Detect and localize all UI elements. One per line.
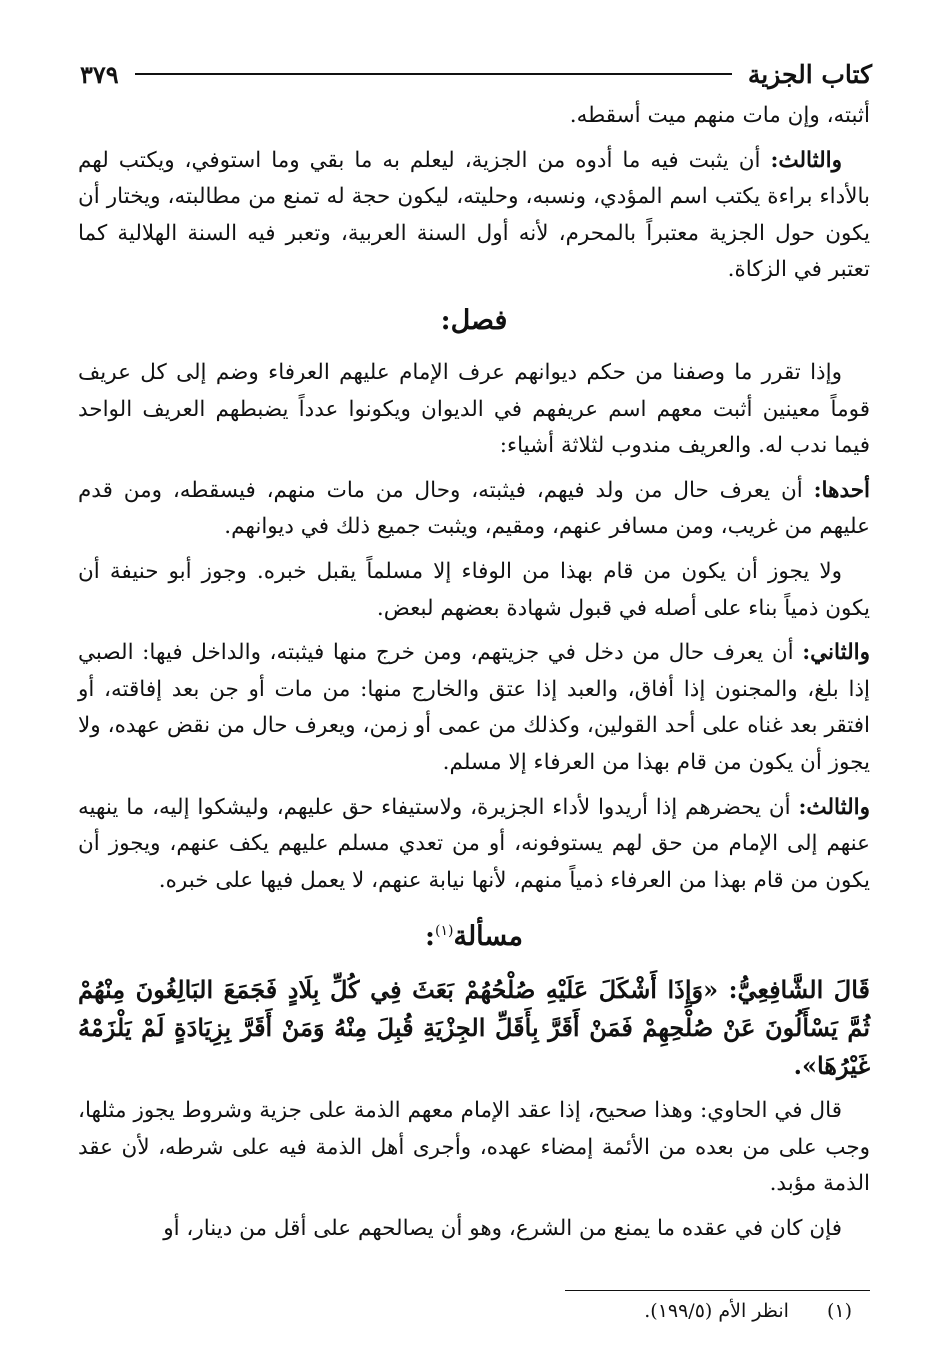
header-rule	[135, 73, 732, 75]
page-body	[78, 98, 870, 1256]
paragraph-2-lead: والثالث:	[770, 147, 842, 173]
shafii-quote: قَالَ الشَّافِعِيُّ: «وَإِذَا أَشْكَلَ عَلَيْهِ صُلْحُهُمْ بَعَثَ فِي كُلِّ بِلَادٍ فَجَمَعَ البَالِغُونَ مِنْهُمْ ثُمَّ يَسْأَلُونَ عَنْ صُلْحِهِمْ فَمَنْ أَقَرَّ بِأَقَلِّ الجِزْيَةِ قُبِلَ مِنْهُ وَمَنْ أَقَرَّ بِزِيَادَةٍ لَمْ يَلْزَمْهُ غَيْرُهَا».	[78, 975, 870, 1081]
section-heading-fasl: فصل:	[440, 304, 508, 336]
page-number: ٣٧٩	[80, 59, 119, 89]
page-header	[80, 52, 872, 96]
paragraph-8: قال في الحاوي: وهذا صحيح، إذا عقد الإمام معهم الذمة على جزية وشروط يجوز مثلها، وجب على من بعده من الأئمة إمضاء عهده، وأجرى أهل الذمة فيه على شرطه، لأن عقد الذمة مؤبد.	[78, 1098, 870, 1197]
footnote-ref: (١)	[435, 923, 454, 940]
paragraph-5: ولا يجوز أن يكون من قام بهذا من الوفاء إلا مسلماً يقبل خبره. وجوز أبو حنيفة أن يكون ذمياً بناء على أصله في قبول شهادة بعضهم لبعض.	[78, 558, 870, 621]
paragraph-4-lead: أحدها:	[813, 477, 870, 503]
paragraph-6	[78, 635, 870, 781]
masala-label: مسألة	[453, 921, 523, 953]
chapter-title: كتاب الجزية	[747, 59, 872, 89]
paragraph-2	[78, 143, 870, 289]
section-heading-masala	[78, 909, 870, 959]
paragraph-4-text: أن يعرف حال من ولد فيهم، فيثبته، وحال من مات منهم، فيسقطه، ومن قدم عليهم من غريب، ومن مسافر عنهم، ومقيم، ويثبت جميع ذلك في ديوانهم.	[78, 477, 870, 540]
paragraph-2-text: أن يثبت فيه ما أدوه من الجزية، ليعلم به ما بقي وما استوفي، ويكتب لهم بالأداء براءة يكتب اسم المؤدي، ونسبه، وحليته، ليكون حجة له تمنع من مطالبته، ويختار أن يكون حول الجزية معتبراً بالمحرم، لأنه أول السنة العربية، وتعبر فيه السنة الهلالية كما تعتبر في الزكاة.	[78, 147, 870, 283]
paragraph-9: فإن كان في عقده ما يمنع من الشرع، وهو أن يصالحهم على أقل من دينار، أو	[163, 1216, 842, 1242]
footnote-rule	[565, 1290, 870, 1291]
paragraph-1: أثبته، وإن مات منهم ميت أسقطه.	[569, 103, 870, 128]
masala-colon: :	[425, 921, 435, 953]
paragraph-6-text: أن يعرف حال من دخل في جزيتهم، ومن خرج منها فيثبته، والداخل فيها: الصبي إذا بلغ، والمجنون إذا أفاق، والعبد إذا عتق والخارج منها: من مات أو جن بعد إفاقته، أو افتقر بعد غناه على أحد القولين، وكذلك من عمى أو زمن، ويعرف حال من نقض عهده، ولا يجوز أن يكون من قام بهذا من العرفاء إلا مسلم.	[78, 640, 870, 775]
paragraph-7-text: أن يحضرهم إذا أريدوا لأداء الجزيرة، ولاستيفاء حق عليهم، وليشكوا إليه، ما ينهيه عنهم إلى الإمام من حق لهم يستوفونه، أو من تعدي مسلم عليهم يكف عنهم، ويجوز أن يكون من قام بهذا من العرفاء ذمياً منهم، لأنها نيابة عنهم، لا يعمل فيها على خبره.	[78, 794, 870, 893]
footnote-number: (١)	[826, 1300, 852, 1322]
paragraph-6-lead: والثاني:	[802, 640, 870, 666]
paragraph-7	[78, 790, 870, 900]
footnote-text: انظر الأم (١٩٩/٥).	[644, 1300, 789, 1322]
paragraph-4	[78, 473, 870, 546]
paragraph-7-lead: والثالث:	[798, 794, 870, 820]
footnote	[644, 1300, 852, 1322]
paragraph-3: وإذا تقرر ما وصفنا من حكم ديوانهم عرف الإمام عليهم العرفاء وضم إلى كل عريف قوماً معينين أثبت معهم اسم عريفهم في الديوان ويكونوا عدداً يضبطهم العريف الواحد فيما ندب له. والعريف مندوب لثلاثة أشياء:	[78, 359, 870, 459]
